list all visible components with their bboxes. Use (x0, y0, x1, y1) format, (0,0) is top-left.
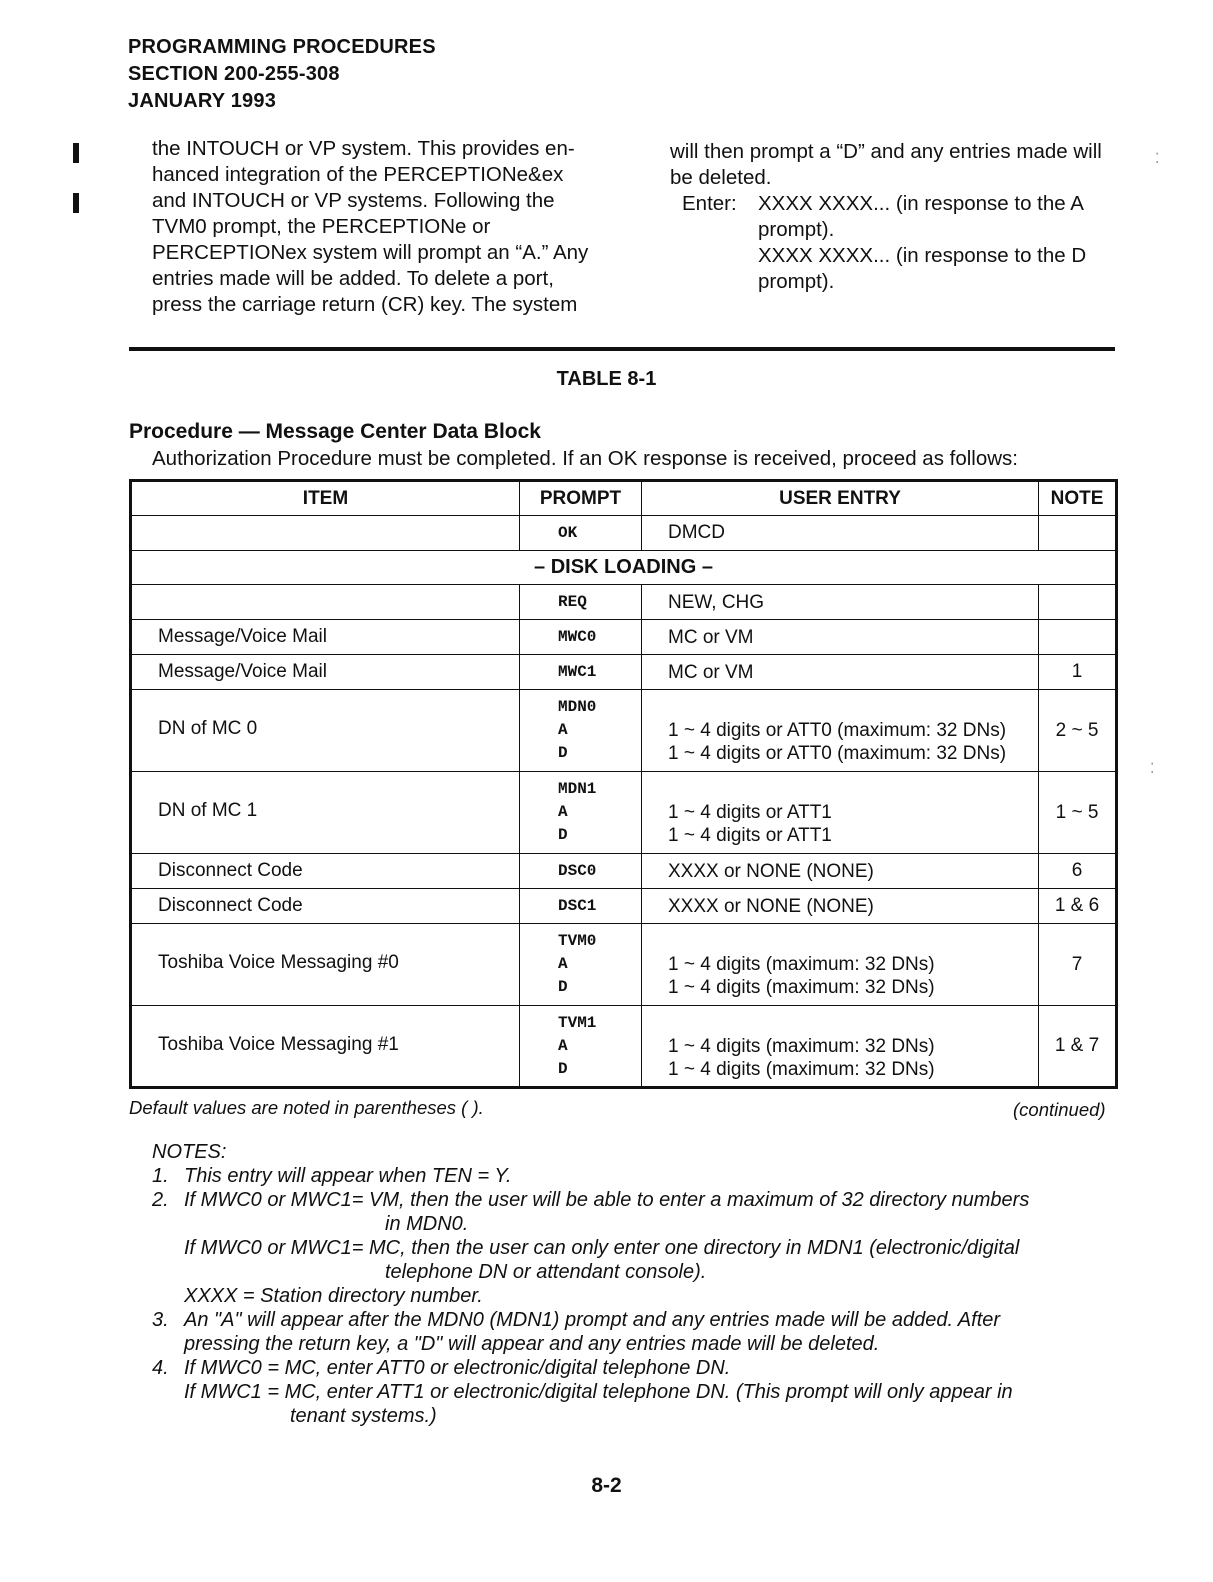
table-row (131, 924, 1117, 1006)
note-text: If MWC1 = MC, enter ATT1 or electronic/digital telephone DN. (This prompt will only appear in (184, 1381, 1013, 1403)
entry-value (668, 930, 1038, 953)
entry-cell (642, 1006, 1039, 1088)
prompt-value: DSC0 (558, 861, 597, 880)
prompt-cell (520, 924, 642, 1006)
prompt-value: D (558, 978, 568, 996)
intro-line: entries made will be added. To delete a port, (152, 267, 554, 290)
entry-value: 1 ~ 4 digits (maximum: 32 DNs) (668, 1058, 935, 1080)
table-row (131, 516, 1117, 551)
note-text: pressing the return key, a "D" will appear and any entries made will be deleted. (184, 1333, 880, 1355)
intro-line: be deleted. (670, 166, 772, 189)
table-header-row (131, 481, 1117, 516)
entry-value: 1 ~ 4 digits or ATT0 (maximum: 32 DNs) (668, 743, 1007, 764)
entry-cell (642, 655, 1039, 690)
prompt-cell (520, 620, 642, 655)
note-number: 2. (152, 1189, 169, 1211)
scan-mark: ⁚ (1155, 150, 1160, 166)
enter-label: Enter: (682, 192, 737, 215)
section-rule (129, 347, 1115, 351)
entry-cell (642, 889, 1039, 924)
procedure-title: Procedure — Message Center Data Block (129, 420, 541, 443)
enter-value: prompt). (758, 270, 835, 293)
prompt-value: DSC1 (558, 896, 597, 915)
note-text: tenant systems.) (290, 1405, 437, 1427)
continued-note: (continued) (1013, 1099, 1106, 1120)
notes-section (152, 1140, 1112, 1428)
intro-line: PERCEPTIONex system will prompt an “A.” Any (152, 241, 589, 264)
scan-mark: ⁚ (1150, 760, 1155, 776)
table-row (131, 620, 1117, 655)
intro-left-column (152, 136, 604, 318)
entry-cell (642, 854, 1039, 889)
item-cell: DN of MC 0 (131, 690, 520, 772)
note-text: An "A" will appear after the MDN0 (MDN1) prompt and any entries made will be added. After (184, 1309, 1001, 1331)
table-row (131, 854, 1117, 889)
prompt-value: D (558, 1059, 568, 1078)
entry-cell (642, 772, 1039, 854)
entry-value (668, 696, 1038, 719)
note-text: in MDN0. (385, 1213, 469, 1235)
prompt-value: MWC0 (558, 627, 597, 646)
table-row (131, 1006, 1117, 1088)
item-cell: DN of MC 1 (131, 772, 520, 854)
table-label: TABLE 8-1 (556, 368, 657, 390)
note-item (152, 1308, 1112, 1332)
entry-cell: DMCD (642, 516, 1039, 551)
table-row (131, 655, 1117, 690)
prompt-value: TVM1 (558, 1013, 597, 1032)
column-header-note: NOTE (1039, 481, 1117, 516)
header-title: PROGRAMMING PROCEDURES (128, 36, 436, 58)
note-text: XXXX = Station directory number. (184, 1285, 483, 1307)
prompt-cell (520, 889, 642, 924)
entry-cell (642, 690, 1039, 772)
note-text: If MWC0 = MC, enter ATT0 or electronic/digital telephone DN. (184, 1357, 731, 1379)
procedure-subtitle: Authorization Procedure must be completed. If an OK response is received, proceed as follows: (152, 447, 1019, 470)
prompt-value: A (558, 803, 568, 821)
note-cell (1039, 585, 1117, 620)
prompt-value: A (558, 955, 568, 973)
entry-value: MC or VM (668, 626, 754, 648)
prompt-cell (520, 585, 642, 620)
note-text: telephone DN or attendant console). (385, 1261, 707, 1283)
section-row (131, 551, 1117, 585)
entry-cell (642, 620, 1039, 655)
notes-title: NOTES: (152, 1141, 227, 1163)
item-cell: Toshiba Voice Messaging #0 (131, 924, 520, 1006)
note-cell: 2 ~ 5 (1039, 690, 1117, 772)
note-cell: 1 & 7 (1039, 1006, 1117, 1088)
note-cell: 1 ~ 5 (1039, 772, 1117, 854)
item-cell: Toshiba Voice Messaging #1 (131, 1006, 520, 1088)
entry-value: 1 ~ 4 digits or ATT1 (668, 825, 832, 846)
note-item (152, 1188, 1112, 1212)
note-number: 3. (152, 1309, 169, 1331)
note-text: If MWC0 or MWC1= VM, then the user will be able to enter a maximum of 32 directory numbers (184, 1189, 1030, 1211)
intro-line: hanced integration of the PERCEPTIONe&ex (152, 163, 564, 186)
note-cell: 1 & 6 (1039, 889, 1117, 924)
note-number: 4. (152, 1357, 169, 1379)
entry-value: XXXX or NONE (NONE) (668, 895, 874, 917)
prompt-cell (520, 854, 642, 889)
prompt-value: MWC1 (558, 662, 597, 681)
entry-value: 1 ~ 4 digits or ATT0 (maximum: 32 DNs) (668, 720, 1007, 741)
prompt-value: D (558, 826, 568, 844)
header-section: SECTION 200-255-308 (128, 63, 340, 85)
intro-line: TVM0 prompt, the PERCEPTIONe or (152, 215, 491, 238)
entry-value: XXXX or NONE (NONE) (668, 860, 874, 882)
table-row (131, 690, 1117, 772)
entry-value: 1 ~ 4 digits or ATT1 (668, 802, 832, 823)
item-cell (131, 585, 520, 620)
page-number: 8-2 (591, 1474, 622, 1497)
intro-line: and INTOUCH or VP systems. Following the (152, 189, 555, 212)
entry-cell (642, 585, 1039, 620)
prompt-cell: OK (520, 516, 642, 551)
intro-right-column (670, 139, 1118, 295)
note-item (152, 1164, 1112, 1188)
prompt-value: MDN1 (558, 780, 597, 798)
column-header-prompt: PROMPT (520, 481, 642, 516)
prompt-cell (520, 655, 642, 690)
prompt-value: TVM0 (558, 932, 597, 950)
item-cell: Message/Voice Mail (131, 620, 520, 655)
table-row (131, 772, 1117, 854)
enter-row (670, 269, 1118, 295)
enter-row (670, 217, 1118, 243)
intro-line: the INTOUCH or VP system. This provides en- (152, 137, 575, 160)
entry-cell (642, 924, 1039, 1006)
enter-value: XXXX XXXX... (in response to the A (758, 192, 1084, 215)
prompt-cell (520, 690, 642, 772)
note-item (152, 1356, 1112, 1380)
note-text: This entry will appear when TEN = Y. (184, 1165, 512, 1187)
defaults-note: Default values are noted in parentheses ( ). (129, 1097, 484, 1118)
prompt-cell (520, 772, 642, 854)
entry-value: 1 ~ 4 digits (maximum: 32 DNs) (668, 977, 935, 998)
procedure-table (129, 479, 1118, 1089)
note-cell: 7 (1039, 924, 1117, 1006)
change-bar (73, 193, 79, 213)
entry-value: 1 ~ 4 digits (maximum: 32 DNs) (668, 1035, 935, 1057)
enter-value: prompt). (758, 218, 835, 241)
prompt-value: A (558, 1036, 568, 1055)
note-cell: 1 (1039, 655, 1117, 690)
table-row (131, 585, 1117, 620)
change-bar (73, 143, 79, 163)
entry-value: 1 ~ 4 digits (maximum: 32 DNs) (668, 954, 935, 975)
page-header (128, 34, 436, 115)
prompt-cell (520, 1006, 642, 1088)
entry-value (668, 778, 1038, 801)
prompt-value: A (558, 721, 568, 739)
note-cell: 6 (1039, 854, 1117, 889)
note-number: 1. (152, 1165, 169, 1187)
column-header-entry: USER ENTRY (642, 481, 1039, 516)
header-date: JANUARY 1993 (128, 90, 277, 112)
prompt-value: MDN0 (558, 698, 597, 716)
table-row (131, 889, 1117, 924)
prompt-value: D (558, 744, 568, 762)
entry-value: NEW, CHG (668, 591, 765, 613)
enter-row (670, 243, 1118, 269)
section-label: – DISK LOADING – (131, 551, 1117, 585)
intro-line: will then prompt a “D” and any entries made will (670, 140, 1102, 163)
enter-value: XXXX XXXX... (in response to the D (758, 244, 1087, 267)
note-text: If MWC0 or MWC1= MC, then the user can only enter one directory in MDN1 (electronic/digital (184, 1237, 1020, 1259)
entry-value (668, 1012, 1038, 1035)
item-cell: Disconnect Code (131, 889, 520, 924)
prompt-value: REQ (558, 592, 587, 611)
enter-row (670, 191, 1118, 217)
column-header-item: ITEM (131, 481, 520, 516)
entry-value: MC or VM (668, 661, 754, 683)
note-cell (1039, 620, 1117, 655)
item-cell: Message/Voice Mail (131, 655, 520, 690)
intro-line: press the carriage return (CR) key. The system (152, 293, 578, 316)
item-cell: Disconnect Code (131, 854, 520, 889)
